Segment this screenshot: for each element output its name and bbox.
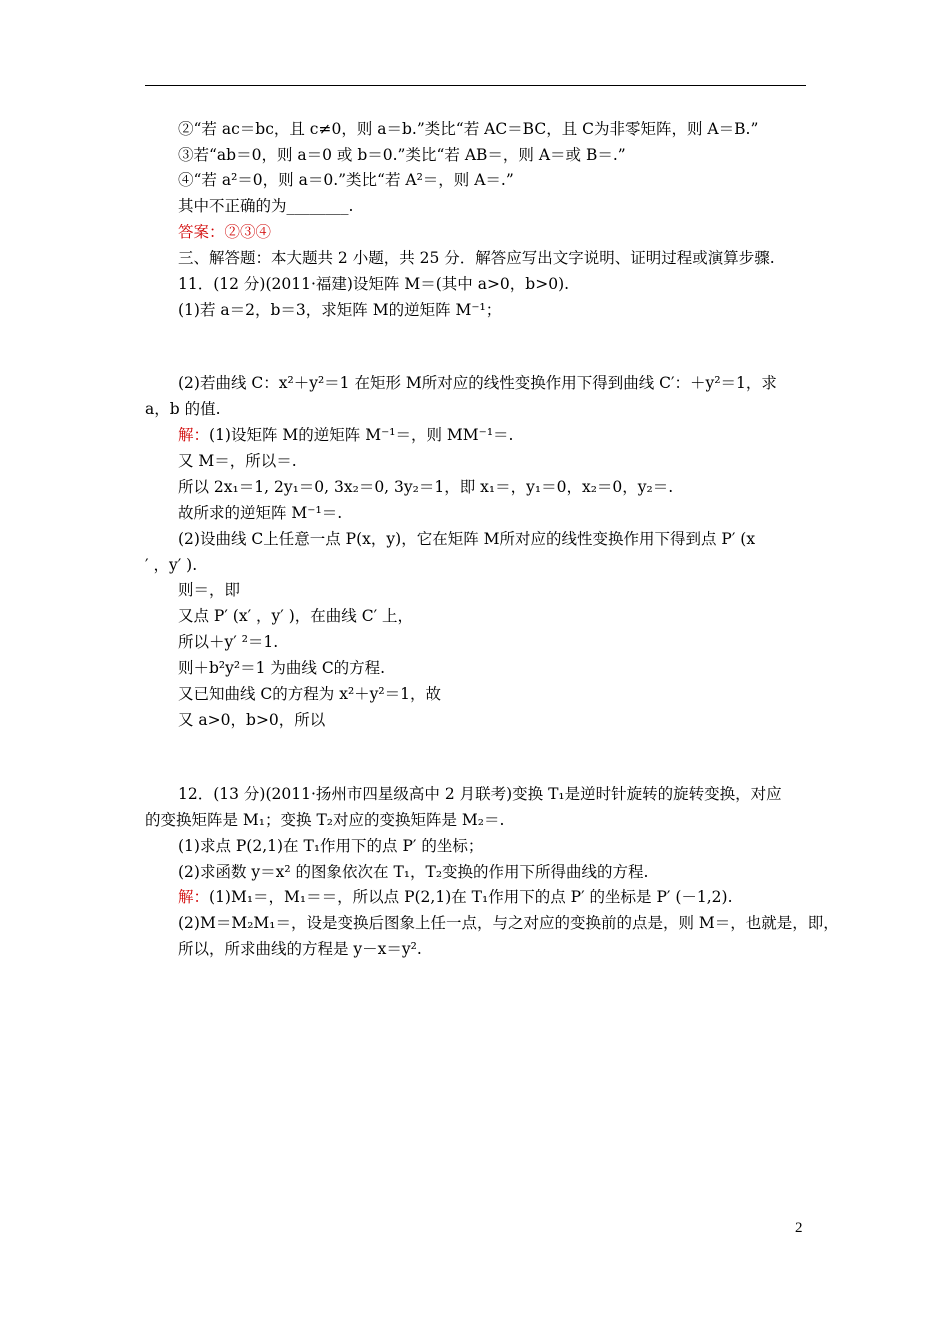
text-line: (2)若曲线 C：x²＋y²＝1 在矩形 M所对应的线性变换作用下得到曲线 C′：＋y²＝1，求 bbox=[178, 374, 777, 392]
text-line: ′ ，y′ ). bbox=[145, 556, 198, 574]
text-line: 解：(1)M₁＝，M₁＝＝，所以点 P(2,1)在 T₁作用下的点 P′ 的坐标是 P′ (－1,2). bbox=[178, 888, 733, 906]
text-line: 故所求的逆矩阵 M⁻¹＝. bbox=[178, 504, 343, 522]
header-rule bbox=[145, 85, 806, 86]
text-line: 答案：②③④ bbox=[178, 223, 272, 241]
text-line: 则＋b²y²＝1 为曲线 C的方程. bbox=[178, 659, 386, 677]
text-line: 11．(12 分)(2011·福建)设矩阵 M＝(其中 a>0，b>0). bbox=[178, 275, 570, 293]
text-line: ②“若 ac＝bc，且 c≠0，则 a＝b.”类比“若 AC＝BC，且 C为非零矩阵，则 A＝B.” bbox=[178, 120, 759, 138]
text-line: (2)求函数 y＝x² 的图象依次在 T₁，T₂变换的作用下所得曲线的方程. bbox=[178, 863, 649, 881]
text-line: 的变换矩阵是 M₁；变换 T₂对应的变换矩阵是 M₂＝. bbox=[145, 811, 505, 829]
answer-label: 解： bbox=[178, 888, 210, 906]
text-line: 其中不正确的为________. bbox=[178, 197, 354, 215]
answer-label: 解： bbox=[178, 426, 210, 444]
text-line: 所以，所求曲线的方程是 y－x＝y². bbox=[178, 940, 422, 958]
text-line: (1)若 a＝2，b＝3，求矩阵 M的逆矩阵 M⁻¹； bbox=[178, 301, 502, 319]
text-line: 所以 2x₁＝1, 2y₁＝0, 3x₂＝0, 3y₂＝1，即 x₁＝，y₁＝0，x₂＝0，y₂＝. bbox=[178, 478, 674, 496]
text-line: 又 a>0，b>0，所以 bbox=[178, 711, 326, 729]
text-line: ③若“ab＝0，则 a＝0 或 b＝0.”类比“若 AB＝，则 A＝或 B＝.” bbox=[178, 146, 626, 164]
text-line: 又点 P′ (x′ ，y′ )，在曲线 C′ 上， bbox=[178, 607, 414, 625]
page-number: 2 bbox=[795, 1220, 803, 1236]
text-line: 解：(1)设矩阵 M的逆矩阵 M⁻¹＝，则 MM⁻¹＝. bbox=[178, 426, 514, 444]
text-line: (2)M＝M₂M₁＝，设是变换后图象上任一点，与之对应的变换前的点是，则 M＝，也就是，即， bbox=[178, 914, 839, 932]
text-line: 12．(13 分)(2011·扬州市四星级高中 2 月联考)变换 T₁是逆时针旋转的旋转变换，对应 bbox=[178, 785, 782, 803]
text-line: 又已知曲线 C的方程为 x²＋y²＝1，故 bbox=[178, 685, 442, 703]
text-line: 又 M＝，所以＝. bbox=[178, 452, 297, 470]
text-line: (2)设曲线 C上任意一点 P(x，y)，它在矩阵 M所对应的线性变换作用下得到点 P′ (x bbox=[178, 530, 756, 548]
text-line: (1)求点 P(2,1)在 T₁作用下的点 P′ 的坐标； bbox=[178, 837, 484, 855]
text-line: ④“若 a²＝0，则 a＝0.”类比“若 A²＝，则 A＝.” bbox=[178, 171, 514, 189]
text-line: a，b 的值. bbox=[145, 400, 221, 418]
text-line: 三、解答题：本大题共 2 小题，共 25 分．解答应写出文字说明、证明过程或演算步骤. bbox=[178, 249, 775, 267]
text-line: 则＝，即 bbox=[178, 581, 241, 599]
text-line: 所以＋y′ ²＝1. bbox=[178, 633, 279, 651]
